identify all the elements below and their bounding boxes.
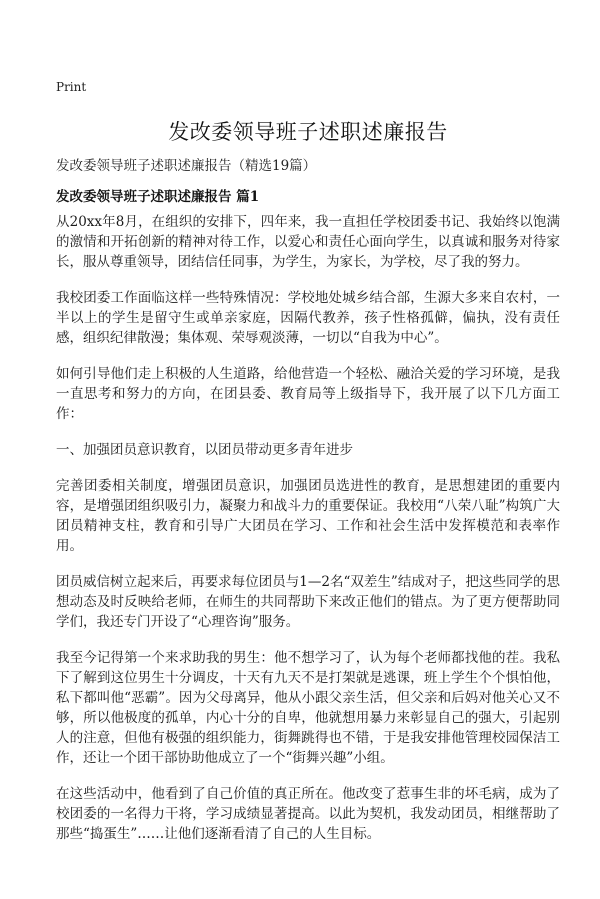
paragraph-4: 一、加强团员意识教育，以团员带动更多青年进步	[56, 442, 353, 458]
document-subtitle: 发改委领导班子述职述廉报告（精选19篇）	[56, 158, 317, 174]
paragraph-8: 在这些活动中，他看到了自己价值的真正所在。他改变了惹事生非的坏毛病，成为了校团委的一名得力干将，学习成绩显著提高。以此为契机，我发动团员，相继帮助了那些“捣蛋生”……让他们逐渐看清了自己的人生目标。	[56, 786, 560, 842]
paragraph-7: 我至今记得第一个来求助我的男生：他不想学习了，认为每个老师都找他的茬。我私下了解到这位男生十分调皮，十天有九天不是打架就是逃课，班上学生个个惧怕他，私下都叫他“恶霸”。因为父母离异，他从小跟父亲生活，但父亲和后妈对他关心又不够，所以他极度的孤单，内心十分的自卑，他就想用暴力来彰显自己的强大，引起别人的注意，但他有极强的组织能力，街舞跳得也不错，于是我安排他管理校园保洁工作，还让一个团干部协助他成立了一个“街舞兴趣”小组。	[56, 650, 560, 766]
paragraph-6: 团员威信树立起来后，再要求每位团员与1—2名“双差生”结成对子，把这些同学的思想动态及时反映给老师，在师生的共同帮助下来改正他们的错点。为了更方便帮助同学们，我还专门开设了“心理咨询”服务。	[56, 574, 560, 630]
print-label[interactable]: Print	[56, 80, 87, 94]
document-title: 发改委领导班子述职述廉报告	[168, 120, 448, 144]
paragraph-5: 完善团委相关制度，增强团员意识，加强团员选进性的教育，是思想建团的重要内容，是增强团组织吸引力，凝聚力和战斗力的重要保证。我校用“八荣八耻”构筑广大团员精神支柱，教育和引导广大团员在学习、工作和社会生活中发挥模范和表率作用。	[56, 478, 560, 554]
paragraph-3: 如何引导他们走上积极的人生道路，给他营造一个轻松、融洽关爱的学习环境，是我一直思考和努力的方向，在团县委、教育局等上级指导下，我开展了以下几方面工作：	[56, 366, 560, 422]
paragraph-1: 从20xx年8月，在组织的安排下，四年来，我一直担任学校团委书记、我始终以饱满的激情和开拓创新的精神对待工作，以爱心和责任心面向学生，以真诚和服务对待家长，服从尊重领导，团结信任同事，为学生，为家长，为学校，尽了我的努力。	[56, 214, 560, 270]
section-heading: 发改委领导班子述职述廉报告 篇1	[56, 189, 260, 205]
document-body	[56, 212, 560, 860]
paragraph-2: 我校团委工作面临这样一些特殊情况：学校地处城乡结合部，生源大多来自农村，一半以上的学生是留守生或单亲家庭，因隔代教养，孩子性格孤僻，偏执，没有责任感，组织纪律散漫；集体观、荣辱观淡薄，一切以“自我为中心”。	[56, 290, 560, 346]
